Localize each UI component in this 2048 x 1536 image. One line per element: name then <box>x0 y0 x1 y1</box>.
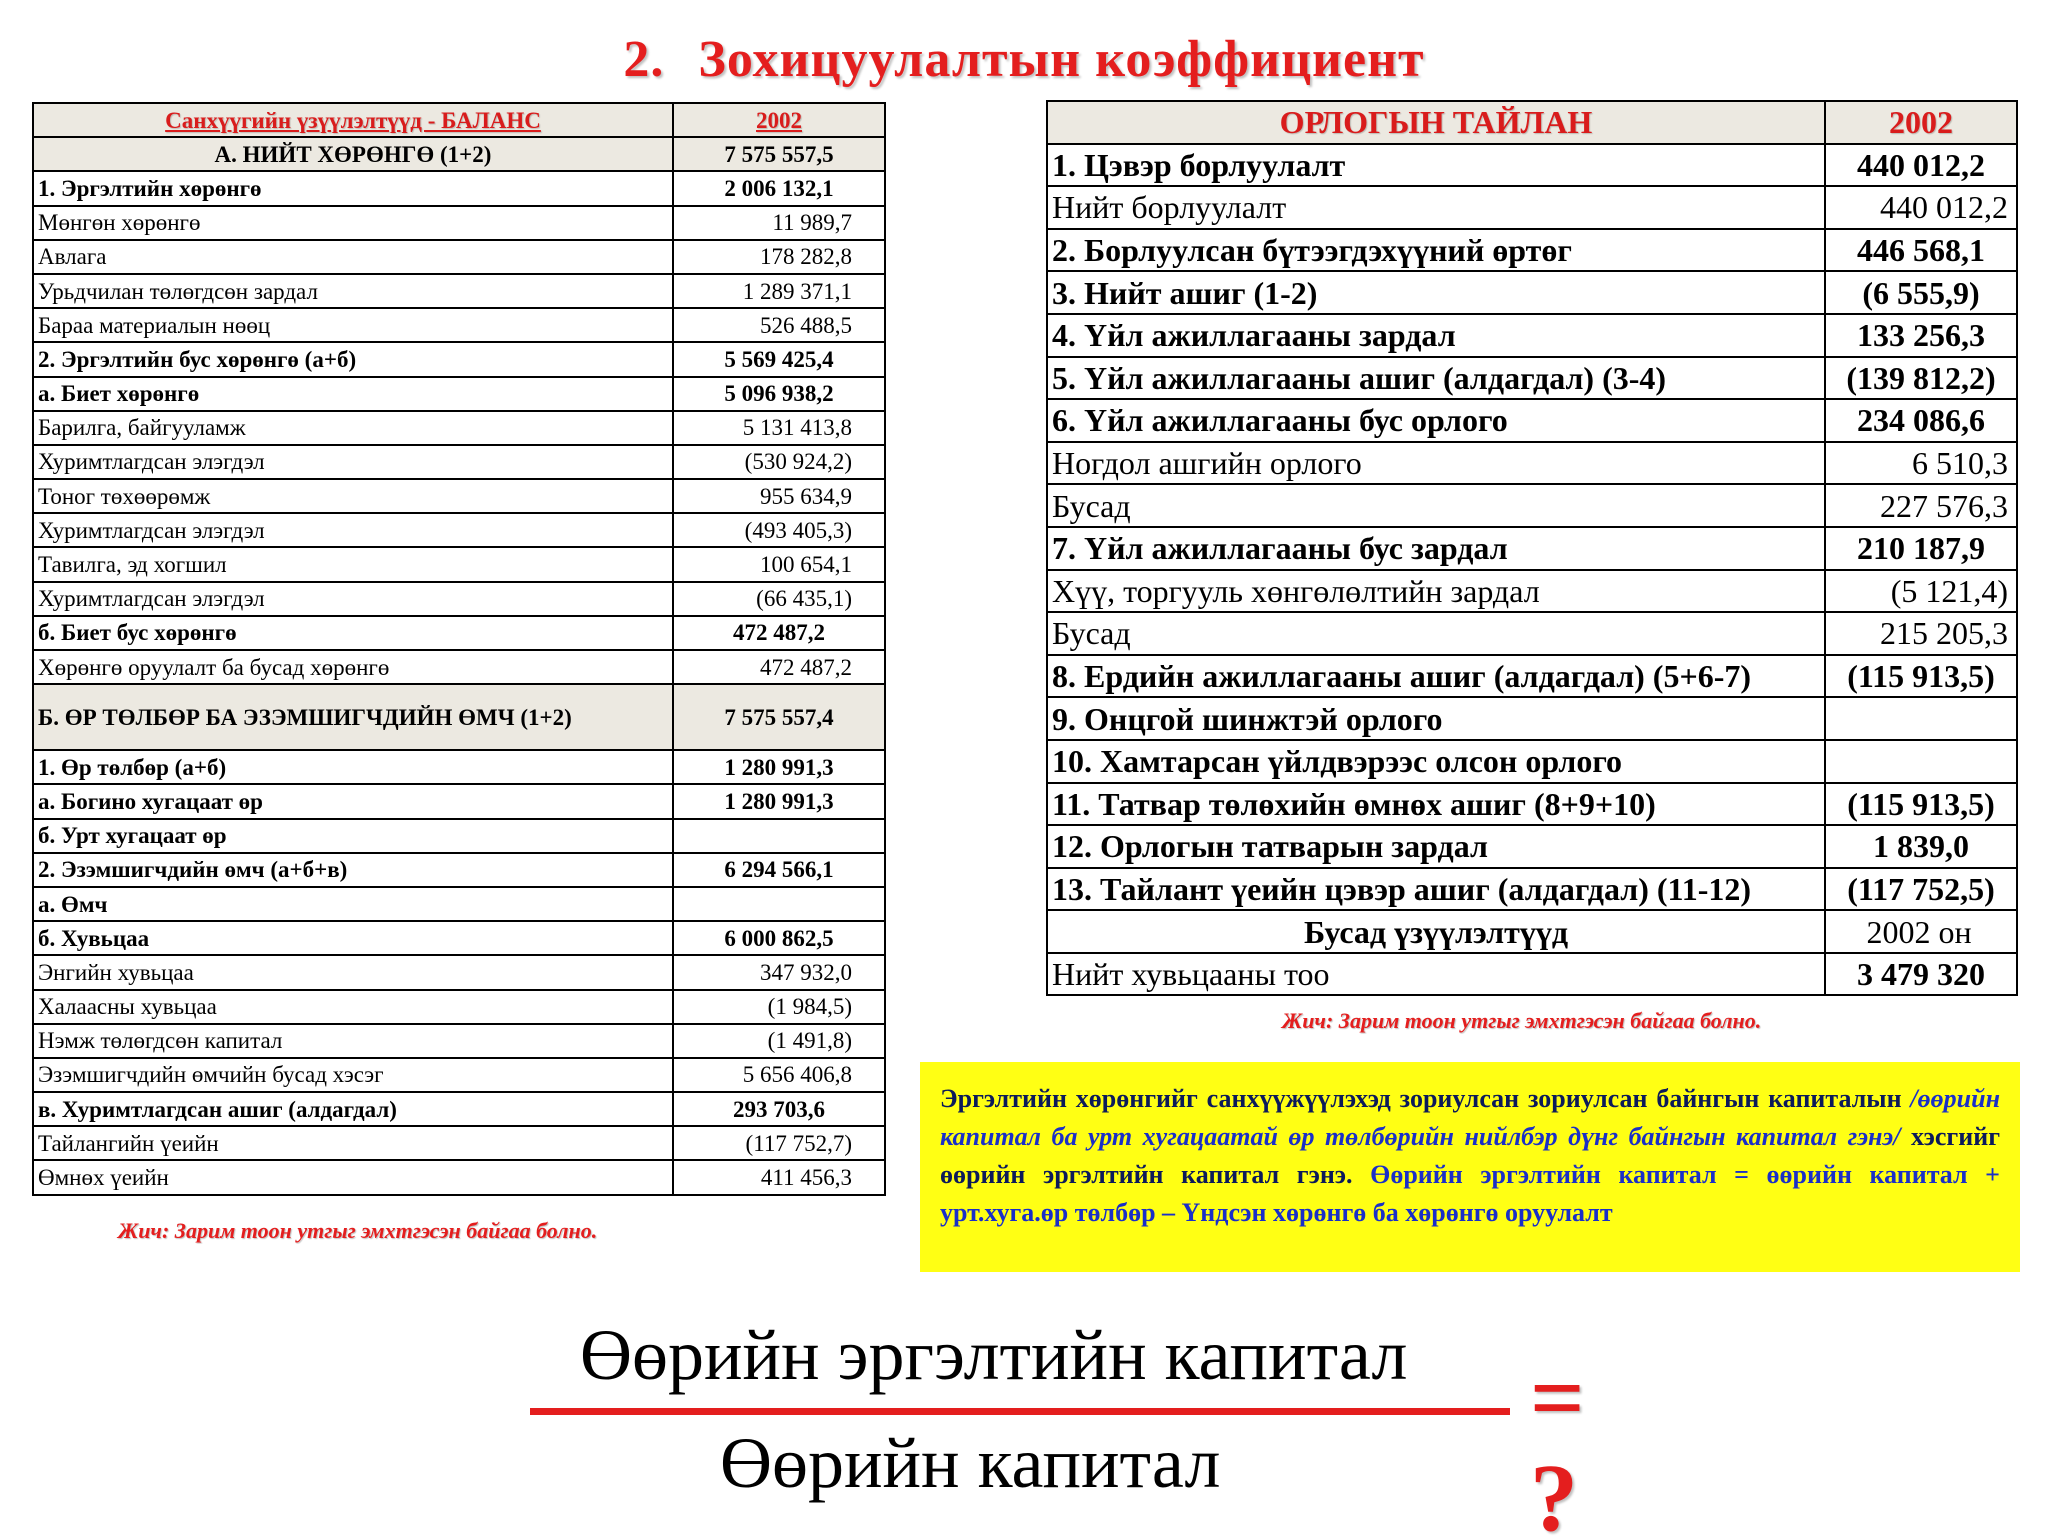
balance-row-value: (66 435,1) <box>673 582 885 616</box>
balance-row-label: Хуримтлагдсан элэгдэл <box>33 582 673 616</box>
balance-row-value <box>673 887 885 921</box>
income-row-value <box>1825 740 2017 783</box>
income-note: Жич: Зарим тоон утгыг эмхтгэсэн байгаа болно. <box>1282 1008 1762 1033</box>
balance-row <box>33 137 885 171</box>
income-row <box>1047 740 2017 783</box>
balance-sheet-table <box>32 102 886 1196</box>
balance-header-year: 2002 <box>673 103 885 137</box>
balance-row-label: Урьдчилан төлөгдсөн зардал <box>33 274 673 308</box>
fraction-line <box>530 1408 1510 1415</box>
income-row-label: 6. Үйл ажиллагааны бус орлого <box>1047 399 1825 442</box>
balance-row-label: Б. ӨР ТӨЛБӨР БА ЭЗЭМШИГЧДИЙН ӨМЧ (1+2) <box>33 684 673 750</box>
income-row <box>1047 314 2017 357</box>
balance-row-value: 1 280 991,3 <box>673 784 885 818</box>
balance-row <box>33 1126 885 1160</box>
balance-row-value: 6 000 862,5 <box>673 921 885 955</box>
income-row-label: Бусад үзүүлэлтүүд <box>1047 910 1825 953</box>
income-row-label: 7. Үйл ажиллагааны бус зардал <box>1047 527 1825 570</box>
balance-note: Жич: Зарим тоон утгыг эмхтгэсэн байгаа болно. <box>118 1218 598 1243</box>
income-row-label: Ногдол ашгийн орлого <box>1047 442 1825 485</box>
balance-row-label: Бараа материалын нөөц <box>33 308 673 342</box>
income-row-value: 440 012,2 <box>1825 186 2017 229</box>
balance-row-label: Энгийн хувьцаа <box>33 955 673 989</box>
balance-row-label: в. Хуримтлагдсан ашиг (алдагдал) <box>33 1092 673 1126</box>
balance-row-value <box>673 819 885 853</box>
income-row-value: (5 121,4) <box>1825 570 2017 613</box>
income-row-value: 227 576,3 <box>1825 484 2017 527</box>
balance-row-label: Хуримтлагдсан элэгдэл <box>33 513 673 547</box>
balance-row <box>33 819 885 853</box>
income-row-value <box>1825 697 2017 740</box>
balance-row-label: а. Өмч <box>33 887 673 921</box>
balance-row <box>33 750 885 784</box>
balance-row <box>33 784 885 818</box>
balance-row <box>33 171 885 205</box>
balance-row-label: Мөнгөн хөрөнгө <box>33 206 673 240</box>
page-title <box>0 30 2048 89</box>
income-header-year: 2002 <box>1825 101 2017 144</box>
income-row-value: 210 187,9 <box>1825 527 2017 570</box>
income-row-value: 133 256,3 <box>1825 314 2017 357</box>
income-row-label: 1. Цэвэр борлуулалт <box>1047 144 1825 187</box>
ratio-formula <box>530 1310 1585 1536</box>
income-statement-table <box>1046 100 2018 996</box>
definition-part3: хэсгийг өөрийн эргэлтийн капитал гэнэ. <box>940 1122 2000 1189</box>
income-row-label: Хүү, торгууль хөнгөлөлтийн зардал <box>1047 570 1825 613</box>
balance-row <box>33 955 885 989</box>
balance-row <box>33 887 885 921</box>
balance-row <box>33 479 885 513</box>
balance-row-value: 472 487,2 <box>673 616 885 650</box>
balance-row-value: (530 924,2) <box>673 445 885 479</box>
balance-row <box>33 411 885 445</box>
income-row <box>1047 868 2017 911</box>
balance-row-value: 7 575 557,4 <box>673 684 885 750</box>
income-row <box>1047 953 2017 996</box>
balance-row-label: 1. Эргэлтийн хөрөнгө <box>33 171 673 205</box>
balance-row <box>33 650 885 684</box>
income-row-label: Бусад <box>1047 612 1825 655</box>
balance-row-label: 2. Эргэлтийн бус хөрөнгө (а+б) <box>33 342 673 376</box>
income-row-label: 10. Хамтарсан үйлдвэрээс олсон орлого <box>1047 740 1825 783</box>
balance-row-value: 5 131 413,8 <box>673 411 885 445</box>
balance-row <box>33 547 885 581</box>
income-row <box>1047 612 2017 655</box>
balance-row-label: Барилга, байгууламж <box>33 411 673 445</box>
balance-row-label: Өмнөх үеийн <box>33 1160 673 1194</box>
income-row <box>1047 783 2017 826</box>
income-row-value: 1 839,0 <box>1825 825 2017 868</box>
income-row <box>1047 655 2017 698</box>
income-row-label: Нийт борлуулалт <box>1047 186 1825 229</box>
definition-part1: Эргэлтийн хөрөнгийг санхүүжүүлэхэд зориулсан зориулсан байнгын капиталын <box>940 1084 1911 1113</box>
income-row-value: 440 012,2 <box>1825 144 2017 187</box>
income-row-label: 11. Татвар төлөхийн өмнөх ашиг (8+9+10) <box>1047 783 1825 826</box>
balance-row-value: (493 405,3) <box>673 513 885 547</box>
balance-row-label: Халаасны хувьцаа <box>33 990 673 1024</box>
balance-row-value: (117 752,7) <box>673 1126 885 1160</box>
income-row-value: 6 510,3 <box>1825 442 2017 485</box>
balance-row <box>33 684 885 750</box>
balance-row <box>33 921 885 955</box>
balance-row <box>33 616 885 650</box>
income-row <box>1047 229 2017 272</box>
balance-row-label: Тоног төхөөрөмж <box>33 479 673 513</box>
page-title-text: Зохицуулалтын коэффициент <box>698 31 1425 88</box>
balance-row-label: 2. Эзэмшигчдийн өмч (а+б+в) <box>33 853 673 887</box>
income-row <box>1047 825 2017 868</box>
formula-denominator: Өөрийн капитал <box>720 1423 1221 1503</box>
balance-row <box>33 1160 885 1194</box>
balance-row-label: Хөрөнгө оруулалт ба бусад хөрөнгө <box>33 650 673 684</box>
balance-row <box>33 1058 885 1092</box>
balance-row <box>33 377 885 411</box>
balance-row-value: 1 280 991,3 <box>673 750 885 784</box>
income-row <box>1047 144 2017 187</box>
income-header-label: ОРЛОГЫН ТАЙЛАН <box>1047 101 1825 144</box>
income-row-value: 234 086,6 <box>1825 399 2017 442</box>
balance-row-value: 1 289 371,1 <box>673 274 885 308</box>
balance-row-value: 472 487,2 <box>673 650 885 684</box>
balance-row-value: 526 488,5 <box>673 308 885 342</box>
balance-row-value: (1 491,8) <box>673 1024 885 1058</box>
income-row-value: (6 555,9) <box>1825 271 2017 314</box>
balance-row-label: а. Богино хугацаат өр <box>33 784 673 818</box>
balance-row-value: 5 656 406,8 <box>673 1058 885 1092</box>
balance-row-value: 178 282,8 <box>673 240 885 274</box>
balance-row-label: Тавилга, эд хогшил <box>33 547 673 581</box>
definition-box <box>920 1062 2020 1272</box>
income-row-label: Нийт хувьцааны тоо <box>1047 953 1825 996</box>
income-row-label: 2. Борлуулсан бүтээгдэхүүний өртөг <box>1047 229 1825 272</box>
balance-row <box>33 1024 885 1058</box>
balance-row <box>33 853 885 887</box>
balance-header-label: Санхүүгийн үзүүлэлтүүд - БАЛАНС <box>33 103 673 137</box>
balance-row-label: б. Урт хугацаат өр <box>33 819 673 853</box>
balance-row-value: 347 932,0 <box>673 955 885 989</box>
definition-formula: Өөрийн эргэлтийн капитал = өөрийн капитал + урт.хуга.өр төлбөр – Үндсэн хөрөнгө ба хөрөнгө оруулалт <box>940 1160 2000 1227</box>
definition-part2: /өөрийн капитал ба урт хугацаатай өр төлбөрийн нийлбэр дүнг байнгын капитал гэнэ/ <box>940 1084 2000 1151</box>
balance-row-value: 11 989,7 <box>673 206 885 240</box>
balance-row <box>33 582 885 616</box>
income-row-label: 3. Нийт ашиг (1-2) <box>1047 271 1825 314</box>
balance-header-row <box>33 103 885 137</box>
income-row-label: 4. Үйл ажиллагааны зардал <box>1047 314 1825 357</box>
balance-row-value: 293 703,6 <box>673 1092 885 1126</box>
income-row <box>1047 910 2017 953</box>
income-row-label: Бусад <box>1047 484 1825 527</box>
balance-row <box>33 240 885 274</box>
income-row <box>1047 357 2017 400</box>
income-row-value: (117 752,5) <box>1825 868 2017 911</box>
balance-row-label: б. Хувьцаа <box>33 921 673 955</box>
balance-row-label: Хуримтлагдсан элэгдэл <box>33 445 673 479</box>
income-row-value: (115 913,5) <box>1825 655 2017 698</box>
balance-row-label: Тайлангийн үеийн <box>33 1126 673 1160</box>
income-row-label: 9. Онцгой шинжтэй орлого <box>1047 697 1825 740</box>
balance-row-label: Авлага <box>33 240 673 274</box>
income-row-label: 12. Орлогын татварын зардал <box>1047 825 1825 868</box>
income-row <box>1047 697 2017 740</box>
income-row <box>1047 399 2017 442</box>
balance-row-label: б. Биет бус хөрөнгө <box>33 616 673 650</box>
income-row-value: (139 812,2) <box>1825 357 2017 400</box>
income-row <box>1047 484 2017 527</box>
income-row <box>1047 527 2017 570</box>
income-row-value: 2002 он <box>1825 910 2017 953</box>
balance-row-label: Нэмж төлөгдсөн капитал <box>33 1024 673 1058</box>
income-header-row <box>1047 101 2017 144</box>
balance-row-value: 100 654,1 <box>673 547 885 581</box>
balance-row-value: 955 634,9 <box>673 479 885 513</box>
balance-row <box>33 445 885 479</box>
income-row <box>1047 186 2017 229</box>
income-row-label: 8. Ердийн ажиллагааны ашиг (алдагдал) (5+6-7) <box>1047 655 1825 698</box>
formula-numerator: Өөрийн эргэлтийн капитал <box>580 1315 1408 1395</box>
income-row-value: 215 205,3 <box>1825 612 2017 655</box>
balance-row <box>33 308 885 342</box>
balance-row-value: 2 006 132,1 <box>673 171 885 205</box>
income-row <box>1047 442 2017 485</box>
balance-row <box>33 206 885 240</box>
income-row-label: 13. Тайлант үеийн цэвэр ашиг (алдагдал) (11-12) <box>1047 868 1825 911</box>
balance-row-value: 411 456,3 <box>673 1160 885 1194</box>
balance-row <box>33 990 885 1024</box>
income-row <box>1047 271 2017 314</box>
balance-row-label: А. НИЙТ ХӨРӨНГӨ (1+2) <box>33 137 673 171</box>
page-title-number: 2. <box>623 31 665 88</box>
balance-row-label: 1. Өр төлбөр (а+б) <box>33 750 673 784</box>
balance-row <box>33 274 885 308</box>
income-row-label: 5. Үйл ажиллагааны ашиг (алдагдал) (3-4) <box>1047 357 1825 400</box>
balance-row-value: (1 984,5) <box>673 990 885 1024</box>
balance-row-label: а. Биет хөрөнгө <box>33 377 673 411</box>
income-row-value: 3 479 320 <box>1825 953 2017 996</box>
balance-row-value: 5 569 425,4 <box>673 342 885 376</box>
income-row <box>1047 570 2017 613</box>
balance-row <box>33 513 885 547</box>
balance-row-value: 5 096 938,2 <box>673 377 885 411</box>
balance-row <box>33 1092 885 1126</box>
balance-row-value: 6 294 566,1 <box>673 853 885 887</box>
formula-equals-question: = ? <box>1530 1344 1585 1536</box>
income-row-value: 446 568,1 <box>1825 229 2017 272</box>
income-row-value: (115 913,5) <box>1825 783 2017 826</box>
balance-row-label: Эзэмшигчдийн өмчийн бусад хэсэг <box>33 1058 673 1092</box>
balance-row <box>33 342 885 376</box>
balance-row-value: 7 575 557,5 <box>673 137 885 171</box>
